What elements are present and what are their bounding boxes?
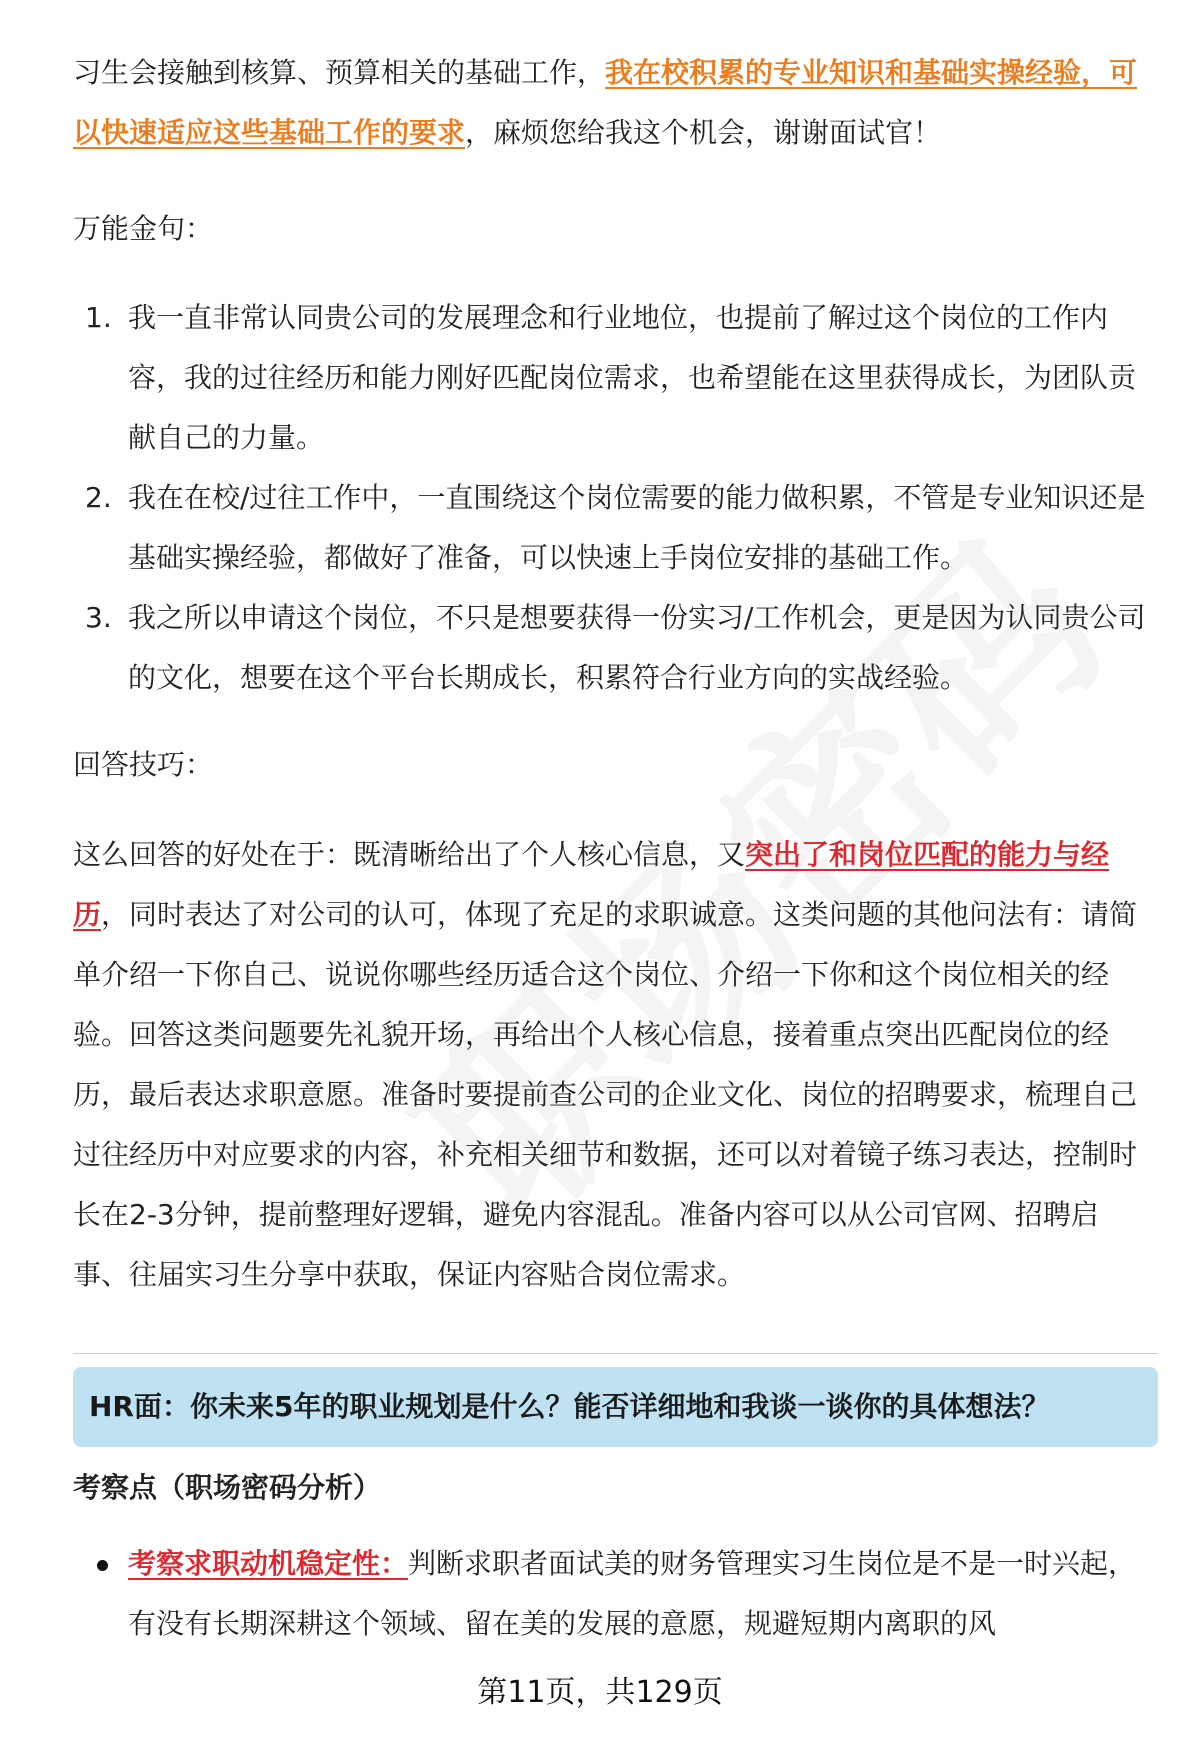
hr-question-box	[73, 1367, 1158, 1447]
bullet-text: 判断求职者面试美的财务管理实习生岗位是不是一时兴起，有没有长期深耕这个领域、留在美的发展的意愿，规避短期内离职的风	[128, 1547, 1137, 1640]
bullet-paragraph	[128, 1534, 1163, 1654]
bullet-dot-icon	[97, 1560, 108, 1571]
intro-prefix: 习生会接触到核算、预算相关的基础工作，	[73, 56, 606, 89]
tips-paragraph	[73, 825, 1153, 1305]
section-divider	[73, 1353, 1158, 1354]
tips-label: 回答技巧：	[73, 748, 214, 781]
list-number: 2.	[85, 481, 112, 514]
golden-sentences-label: 万能金句：	[73, 212, 214, 245]
list-text: 我在在校/过往工作中，一直围绕这个岗位需要的能力做积累，不管是专业知识还是基础实操经验，都做好了准备，可以快速上手岗位安排的基础工作。	[128, 481, 1146, 574]
list-item	[73, 468, 1163, 588]
tips-prefix: 这么回答的好处在于：既清晰给出了个人核心信息，又	[73, 838, 746, 871]
page-footer: 第11页，共129页	[477, 1675, 723, 1710]
tips-highlight: 突出了和岗位匹配的能力与经历	[73, 838, 1110, 931]
list-text: 我一直非常认同贵公司的发展理念和行业地位，也提前了解过这个岗位的工作内容，我的过往经历和能力刚好匹配岗位需求，也希望能在这里获得成长，为团队贡献自己的力量。	[128, 301, 1137, 454]
list-item	[73, 588, 1163, 708]
hr-question: HR面：你未来5年的职业规划是什么？能否详细地和我谈一谈你的具体想法？	[89, 1390, 1050, 1423]
list-item	[73, 288, 1163, 468]
tips-suffix: ，同时表达了对公司的认可，体现了充足的求职诚意。这类问题的其他问法有：请简单介绍一下你自己、说说你哪些经历适合这个岗位、介绍一下你和这个岗位相关的经验。回答这类问题要先礼貌开场，再给出个人核心信息，接着重点突出匹配岗位的经历，最后表达求职意愿。准备时要提前查公司的企业文化、岗位的招聘要求，梳理自己过往经历中对应要求的内容，补充相关细节和数据，还可以对着镜子练习表达，控制时长在2-3分钟，提前整理好逻辑，避免内容混乱。准备内容可以从公司官网、招聘启事、往届实习生分享中获取，保证内容贴合岗位需求。	[73, 898, 1138, 1291]
list-text: 我之所以申请这个岗位，不只是想要获得一份实习/工作机会，更是因为认同贵公司的文化，想要在这个平台长期成长，积累符合行业方向的实战经验。	[128, 601, 1146, 694]
intro-paragraph	[73, 43, 1153, 163]
intro-highlight: 我在校积累的专业知识和基础实操经验，可以快速适应这些基础工作的要求	[73, 56, 1138, 149]
bullet-label: 考察求职动机稳定性：	[128, 1547, 409, 1580]
list-number: 1.	[85, 301, 112, 334]
intro-suffix: ，麻烦您给我这个机会，谢谢面试官！	[465, 116, 942, 149]
bullet-item	[73, 1534, 1163, 1654]
golden-sentences-list	[73, 288, 1163, 708]
list-number: 3.	[85, 601, 112, 634]
section-title: 考察点（职场密码分析）	[73, 1471, 382, 1504]
